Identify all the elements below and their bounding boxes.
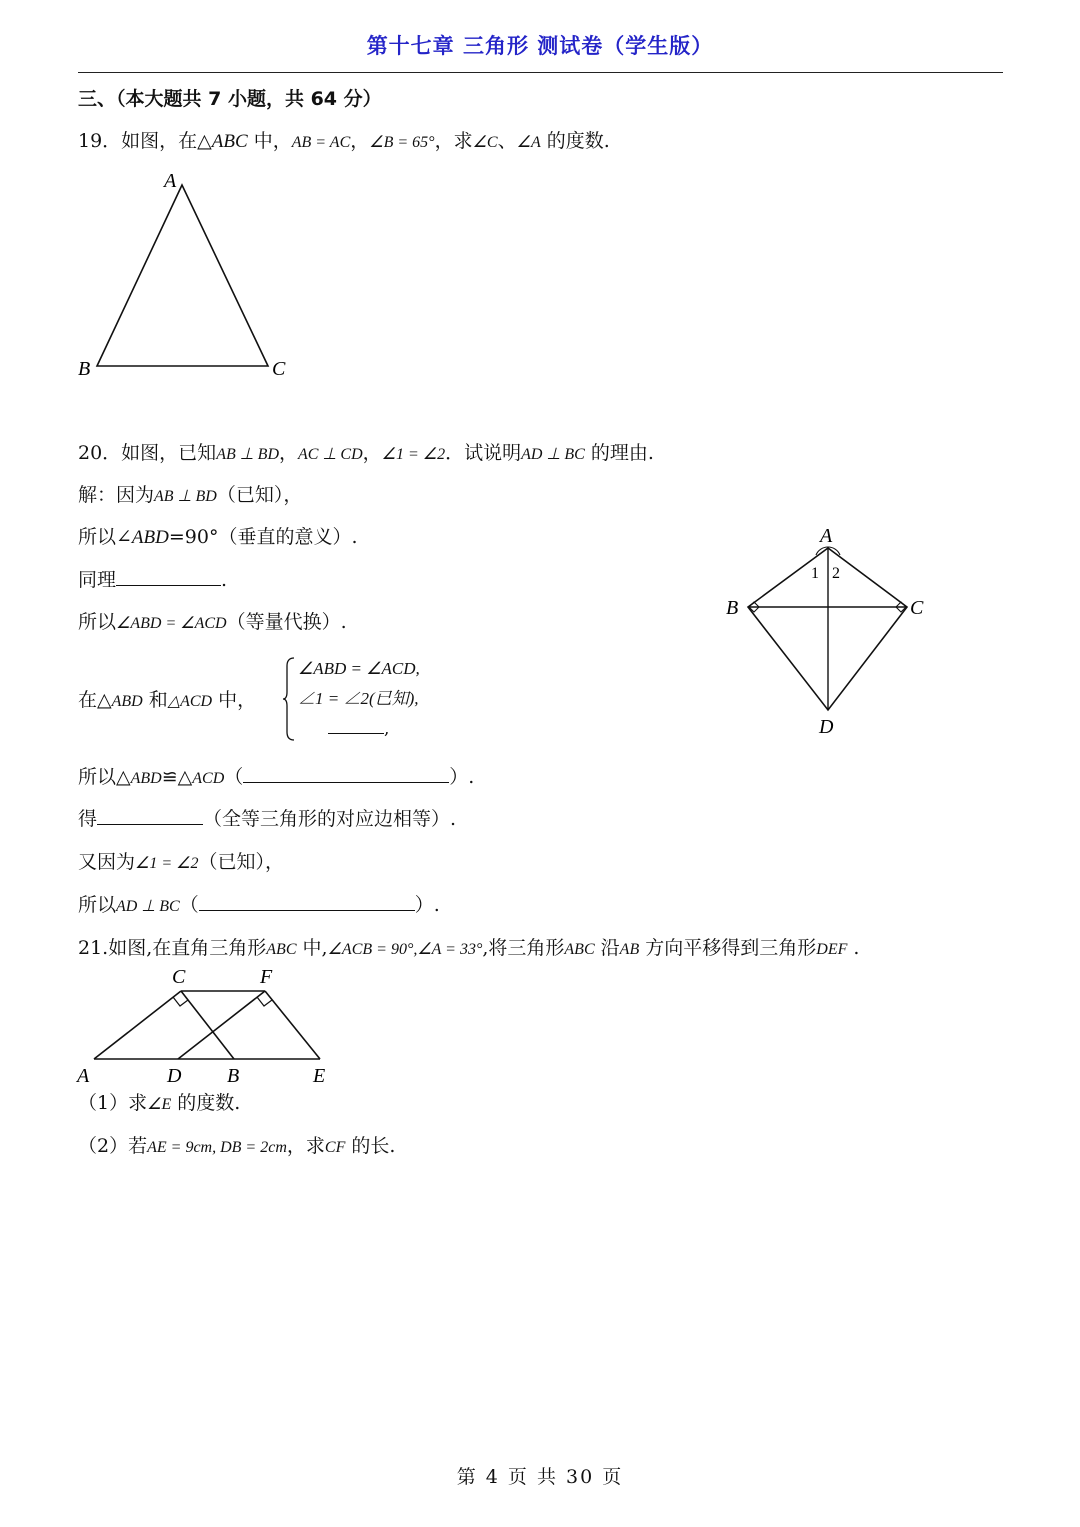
q20-step-6: 所以△ABD≌△ACD（ ）. [78,766,475,788]
fig19-label-b: B [78,358,91,380]
q21-text: 21.如图,在直角三角形ABC 中,∠ACB = 90°,∠A = 33°,将三角形ABC 沿AB 方向平移得到三角形DEF . [78,937,860,959]
q19-text: 19．如图，在△ABC 中，AB = AC，∠B = 65°，求∠C、∠A 的度数. [78,130,610,152]
q20-step-1: 解：因为AB ⊥ BD（已知）， [78,484,303,506]
segment-fe [265,991,320,1059]
q20-step-9: 所以AD ⊥ BC（ ）. [78,894,440,916]
fig20-label-1: 1 [811,565,819,582]
fig21-label-c: C [172,966,186,988]
right-angle-f [257,997,272,1006]
q21-part-1: （1）求∠E 的度数. [78,1092,241,1114]
fig20-label-c: C [910,597,924,619]
q20-step-5: 在△ABD 和△ACD 中， [78,689,257,711]
q20-step-3: 同理 . [78,569,228,591]
q21-translation-figure [70,962,350,1090]
fill-blank-condition[interactable] [328,715,384,734]
fill-blank-equal-sides[interactable] [97,806,203,825]
q19-triangle-figure [70,165,310,385]
q20-step-7: 得 （全等三角形的对应边相等）. [78,808,457,830]
page-header-title: 第十七章 三角形 测试卷（学生版） [366,34,714,58]
brace-line-3: , [328,714,389,744]
fig21-label-d: D [167,1065,182,1087]
brace-line-1: ∠ABD = ∠ACD, [298,659,420,678]
q20-text: 20．如图，已知AB ⊥ BD，AC ⊥ CD，∠1 = ∠2．试说明AD ⊥ BC 的理由. [78,442,654,464]
triangle-abc [97,185,268,366]
fig20-label-a: A [820,525,833,547]
segment-df [178,991,265,1059]
fill-blank-congruence-reason[interactable] [243,764,449,783]
fig19-label-a: A [164,170,177,192]
page-footer: 第 4 页 共 30 页 [456,1466,624,1488]
fig21-label-b: B [227,1065,240,1087]
q21-part-2: （2）若AE = 9cm, DB = 2cm，求CF 的长. [78,1135,396,1157]
fig19-label-c: C [272,358,286,380]
fig21-label-f: F [260,966,273,988]
fig21-label-e: E [313,1065,326,1087]
brace-line-2: ∠1 = ∠2(已知), [298,689,419,708]
fill-blank-same-reason[interactable] [116,567,221,586]
header-divider [78,72,1003,73]
fig20-label-b: B [726,597,739,619]
left-brace [282,656,296,742]
fig21-label-a: A [77,1065,90,1087]
q20-step-4: 所以∠ABD = ∠ACD（等量代换）. [78,611,347,633]
fig20-label-2: 2 [832,565,840,582]
fig20-label-d: D [819,716,834,738]
q20-kite-figure [720,524,960,742]
segment-ac [94,991,181,1059]
fill-blank-final-reason[interactable] [199,892,415,911]
section-title: 三、（本大题共 7 小题，共 64 分） [78,88,382,110]
q20-step-2: 所以∠ABD=90°（垂直的意义）. [78,526,358,548]
q20-step-8: 又因为∠1 = ∠2（已知）， [78,851,285,873]
segment-cb [181,991,234,1059]
